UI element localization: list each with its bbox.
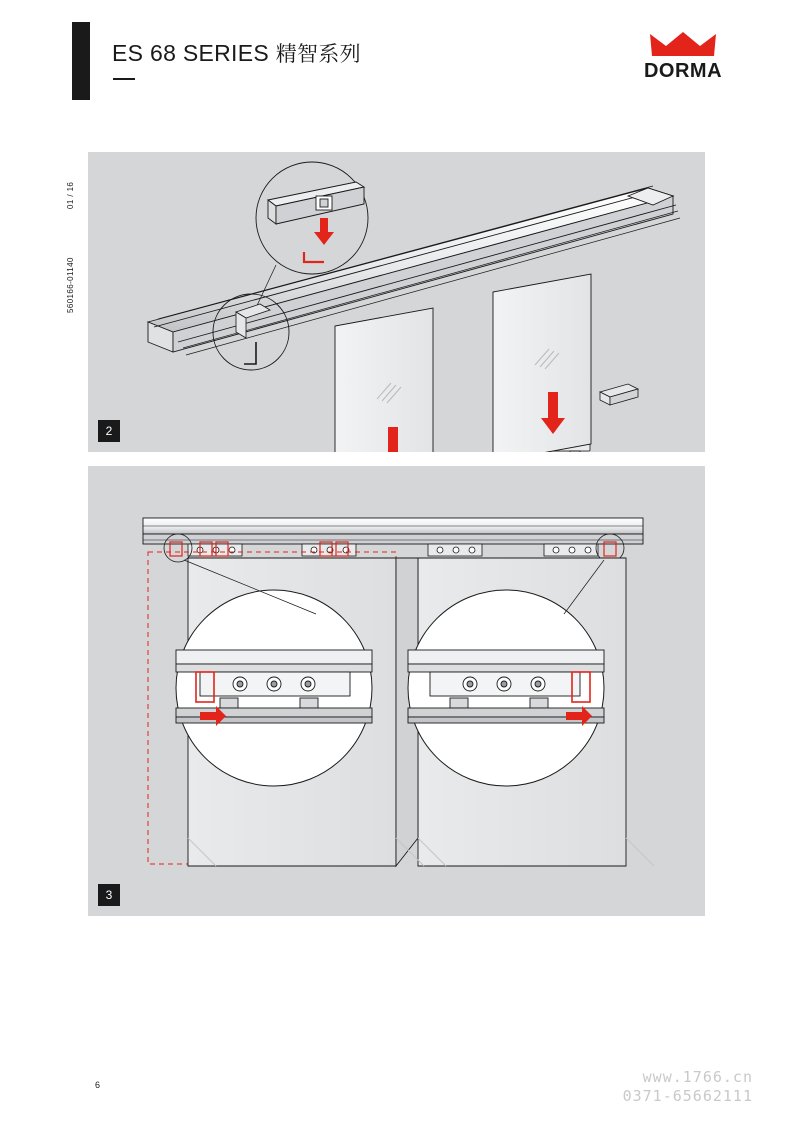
document-number: 560166-01140 — [66, 257, 75, 313]
page-title-main: ES 68 SERIES — [112, 40, 276, 66]
title-underline — [113, 78, 135, 80]
magnified-detail-left — [176, 590, 372, 786]
glass-panel-right — [493, 274, 591, 452]
figure-3-badge: 3 — [98, 884, 120, 906]
page-title-cjk: 精智系列 — [275, 42, 361, 66]
figure-2-illustration — [88, 152, 705, 452]
carriage-row — [188, 544, 598, 556]
logo-wordmark: DORMA — [643, 60, 723, 82]
track-elevation — [143, 518, 643, 544]
figure-3-illustration — [88, 466, 705, 916]
page-title — [112, 38, 361, 68]
track-guide-block — [600, 384, 638, 405]
glass-panel-left — [335, 304, 433, 452]
page-number: 6 — [95, 1080, 101, 1090]
page-header — [0, 0, 793, 130]
magnified-detail-right — [408, 590, 604, 786]
figure-2 — [88, 152, 705, 452]
dorma-logo — [635, 32, 731, 86]
sheet-code: 01 / 16 — [66, 181, 75, 209]
figure-3 — [88, 466, 705, 916]
detail-callout-profile — [256, 162, 368, 274]
watermark-line-2: 0371-65662111 — [622, 1086, 753, 1105]
watermark-line-1: www.1766.cn — [642, 1068, 753, 1086]
watermark — [623, 1068, 753, 1106]
side-codes — [66, 152, 82, 352]
figure-2-badge: 2 — [98, 420, 120, 442]
crown-mark-icon — [650, 32, 716, 58]
header-accent-bar — [72, 22, 90, 100]
